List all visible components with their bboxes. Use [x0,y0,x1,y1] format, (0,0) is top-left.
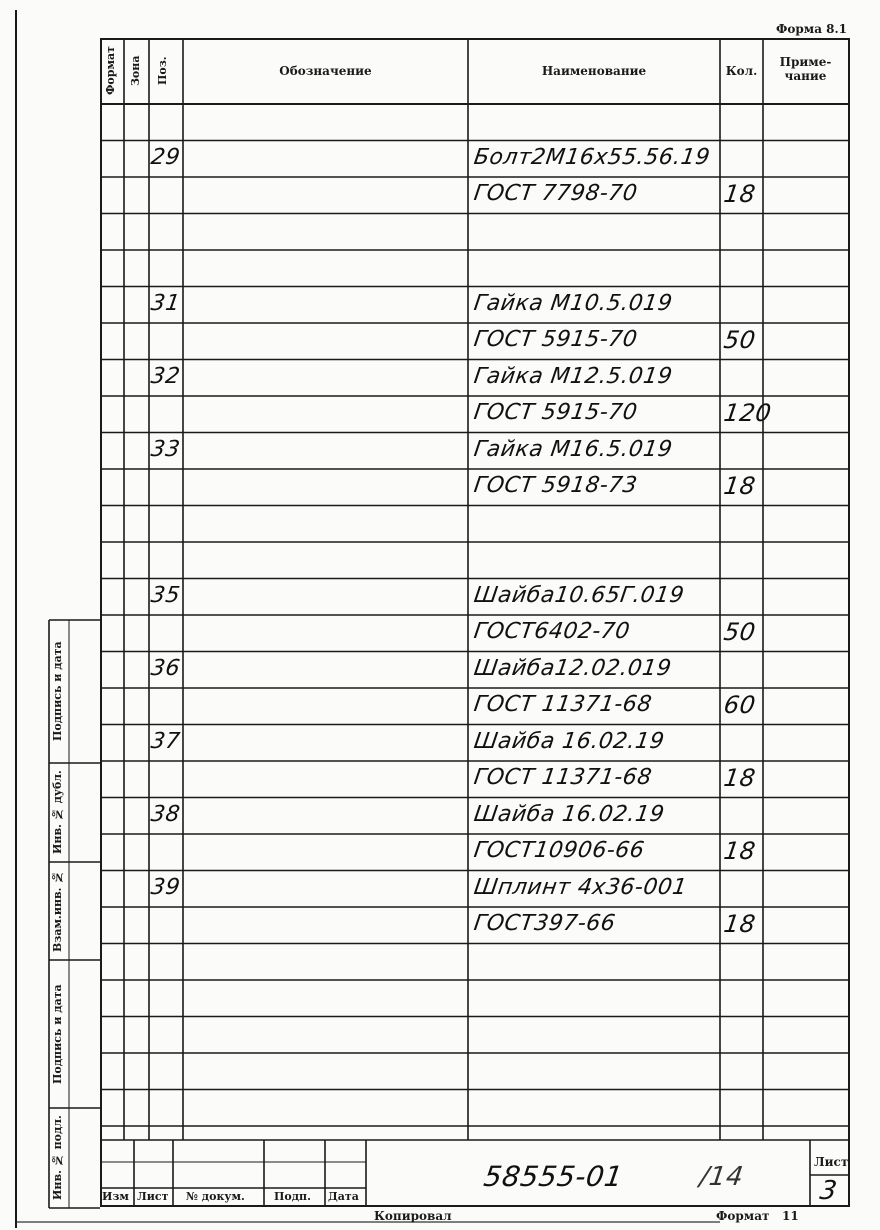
row-name: ГОСТ 11371-68 [472,692,654,717]
row-qty: 18 [722,910,758,938]
row-name: Шайба10.65Г.019 [472,582,686,608]
header-designation: Обозначение [279,64,372,78]
row-name: Шайба12.02.019 [472,655,674,681]
row-name: ГОСТ10906-66 [472,838,647,863]
row-name: ГОСТ6402-70 [472,619,632,644]
tb-doc-code: 58555-01 [481,1160,626,1193]
row-qty: 18 [722,180,758,208]
side-orig-inv: Инв. № подл. [51,1115,64,1201]
row-pos: 33 [149,436,182,462]
header-zone: Зона [129,55,142,87]
row-pos: 39 [149,874,182,900]
row-name: ГОСТ 5915-70 [472,400,640,425]
side-replace-inv: Взам.инв. № [51,870,64,952]
tb-sheet-no: 3 [817,1176,840,1206]
header-name: Наименование [541,64,647,78]
row-qty: 50 [722,326,758,354]
row-name: Шайба 16.02.19 [472,728,667,754]
row-pos: 38 [149,801,182,827]
header-pos: Поз. [156,56,169,86]
row-name: ГОСТ397-66 [472,911,618,936]
row-pos: 31 [149,290,182,316]
row-name: Шайба 16.02.19 [472,801,667,827]
row-name: Гайка М12.5.019 [472,363,675,389]
row-name: ГОСТ 7798-70 [472,181,640,206]
tb-doc-no: № докум. [186,1190,245,1203]
side-sign-date-top: Подпись и дата [51,641,64,742]
tb-sign: Подп. [274,1190,311,1203]
tb-date: Дата [328,1190,359,1203]
row-qty: 18 [722,837,758,865]
row-qty: 120 [722,399,774,427]
row-name: Гайка М10.5.019 [472,290,675,316]
row-name: Шплинт 4х36-001 [472,874,689,900]
row-pos: 36 [149,655,182,681]
tb-mark: /14 [697,1162,746,1192]
row-name: ГОСТ 5915-70 [472,327,640,352]
row-name: Болт2М16х55.56.19 [472,144,712,170]
row-qty: 18 [722,472,758,500]
tb-sheet-label: Лист [814,1155,849,1169]
row-qty: 60 [722,691,758,719]
header-note: Приме- чание [779,55,832,83]
side-dup-inv: Инв. № дубл. [51,770,64,855]
footer-format-value: 11 [782,1209,799,1223]
row-pos: 37 [149,728,182,754]
row-name: ГОСТ 5918-73 [472,473,640,498]
footer-format-label: Формат [716,1209,770,1223]
row-qty: 18 [722,764,758,792]
form-label: Форма 8.1 [776,22,848,36]
footer-copied: Копировал [374,1209,452,1223]
tb-list: Лист [137,1190,169,1203]
header-qty: Кол. [725,64,758,78]
row-pos: 35 [149,582,182,608]
row-name: Гайка М16.5.019 [472,436,675,462]
row-pos: 32 [149,363,182,389]
header-format: Формат [104,46,117,96]
row-name: ГОСТ 11371-68 [472,765,654,790]
side-sign-date-bottom: Подпись и дата [51,984,64,1084]
row-pos: 29 [149,144,182,170]
tb-izm: Изм [102,1190,129,1203]
row-qty: 50 [722,618,758,646]
